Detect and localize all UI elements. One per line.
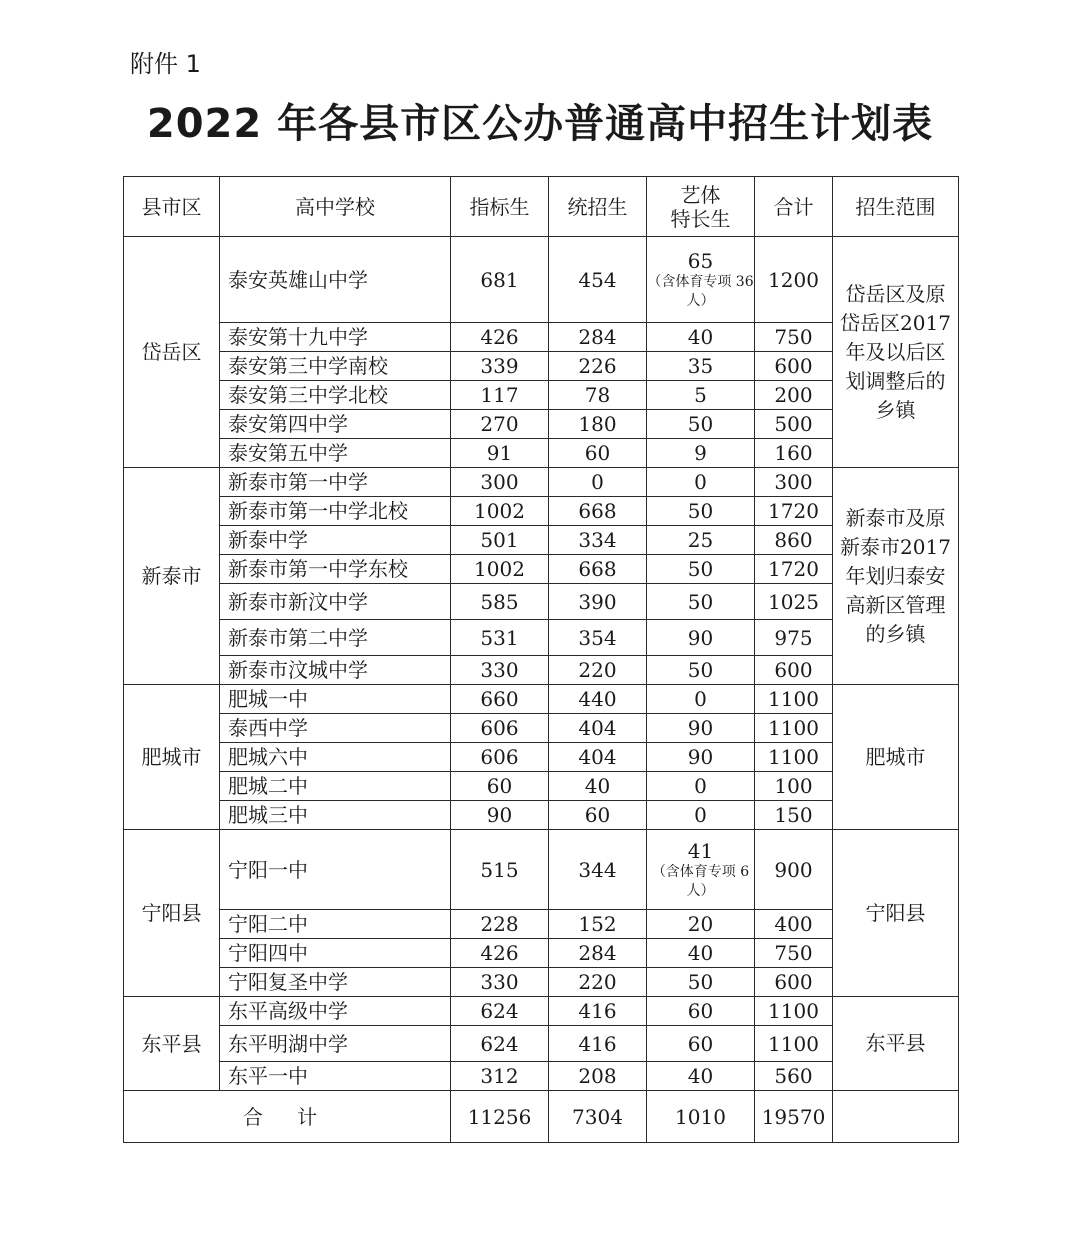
arts-value: 0 <box>694 803 707 827</box>
arts-cell <box>647 1026 755 1062</box>
quota-cell: 606 <box>451 743 549 772</box>
total-cell: 600 <box>755 656 833 685</box>
total-cell: 1025 <box>755 584 833 620</box>
total-cell: 1720 <box>755 497 833 526</box>
arts-value: 60 <box>687 1031 714 1056</box>
arts-value: 25 <box>687 528 714 552</box>
school-name: 新泰中学 <box>220 526 451 555</box>
arts-value: 20 <box>687 912 714 936</box>
header-district: 县市区 <box>124 177 220 237</box>
unified-cell: 354 <box>549 620 647 656</box>
scope-cell: 东平县 <box>833 997 959 1091</box>
school-name: 宁阳四中 <box>220 939 451 968</box>
school-name: 肥城一中 <box>220 685 451 714</box>
total-cell: 1100 <box>755 1026 833 1062</box>
arts-cell <box>647 830 755 910</box>
scope-cell: 新泰市及原新泰市2017 年划归泰安高新区管理的乡镇 <box>833 468 959 685</box>
unified-cell: 668 <box>549 497 647 526</box>
total-cell: 500 <box>755 410 833 439</box>
arts-cell <box>647 743 755 772</box>
total-cell: 750 <box>755 323 833 352</box>
unified-cell: 0 <box>549 468 647 497</box>
grand-total-label-text: 合 计 <box>242 1104 332 1129</box>
school-name: 泰西中学 <box>220 714 451 743</box>
table-body <box>124 237 959 1091</box>
arts-cell <box>647 656 755 685</box>
unified-cell: 208 <box>549 1062 647 1091</box>
arts-value: 60 <box>687 999 714 1023</box>
arts-cell <box>647 526 755 555</box>
arts-value: 50 <box>687 412 714 436</box>
arts-value: 5 <box>694 383 707 407</box>
grand-total-unified: 7304 <box>549 1091 647 1143</box>
school-name: 东平一中 <box>220 1062 451 1091</box>
header-row <box>124 177 959 237</box>
school-name: 泰安第三中学北校 <box>220 381 451 410</box>
school-name: 新泰市第一中学 <box>220 468 451 497</box>
school-name: 新泰市第二中学 <box>220 620 451 656</box>
scope-cell: 宁阳县 <box>833 830 959 997</box>
quota-cell: 1002 <box>451 555 549 584</box>
arts-cell <box>647 968 755 997</box>
scope-cell: 岱岳区及原岱岳区2017 年及以后区划调整后的乡镇 <box>833 237 959 468</box>
unified-cell: 78 <box>549 381 647 410</box>
table-row <box>124 997 959 1026</box>
school-name: 宁阳一中 <box>220 830 451 910</box>
arts-cell <box>647 352 755 381</box>
arts-cell <box>647 468 755 497</box>
arts-value: 90 <box>687 745 714 769</box>
quota-cell: 90 <box>451 801 549 830</box>
arts-cell <box>647 910 755 939</box>
quota-cell: 515 <box>451 830 549 910</box>
total-cell: 1100 <box>755 997 833 1026</box>
arts-cell <box>647 685 755 714</box>
arts-value: 50 <box>687 557 714 581</box>
school-name: 肥城二中 <box>220 772 451 801</box>
school-name: 泰安第四中学 <box>220 410 451 439</box>
grand-total-arts: 1010 <box>647 1091 755 1143</box>
unified-cell: 390 <box>549 584 647 620</box>
unified-cell: 40 <box>549 772 647 801</box>
quota-cell: 312 <box>451 1062 549 1091</box>
arts-value: 65 <box>687 249 714 274</box>
header-total: 合计 <box>755 177 833 237</box>
unified-cell: 220 <box>549 968 647 997</box>
header-school: 高中学校 <box>220 177 451 237</box>
total-cell: 860 <box>755 526 833 555</box>
unified-cell: 334 <box>549 526 647 555</box>
arts-value: 40 <box>687 1064 714 1088</box>
grand-total-label <box>124 1091 451 1143</box>
total-cell: 560 <box>755 1062 833 1091</box>
quota-cell: 228 <box>451 910 549 939</box>
grand-total-quota: 11256 <box>451 1091 549 1143</box>
page-title: 2022 年各县市区公办普通高中招生计划表 <box>146 101 934 147</box>
grand-total-scope <box>833 1091 959 1143</box>
unified-cell: 226 <box>549 352 647 381</box>
total-cell: 160 <box>755 439 833 468</box>
school-name: 泰安第五中学 <box>220 439 451 468</box>
total-cell: 750 <box>755 939 833 968</box>
unified-cell: 344 <box>549 830 647 910</box>
arts-value: 90 <box>687 716 714 740</box>
arts-value: 41 <box>687 839 714 864</box>
school-name: 肥城三中 <box>220 801 451 830</box>
arts-value: 40 <box>687 941 714 965</box>
quota-cell: 60 <box>451 772 549 801</box>
arts-value: 40 <box>687 325 714 349</box>
header-arts-line2: 特长生 <box>670 206 731 231</box>
table-row <box>124 237 959 323</box>
total-cell: 600 <box>755 352 833 381</box>
school-name: 泰安第三中学南校 <box>220 352 451 381</box>
header-scope: 招生范围 <box>833 177 959 237</box>
unified-cell: 60 <box>549 439 647 468</box>
quota-cell: 330 <box>451 656 549 685</box>
arts-cell <box>647 584 755 620</box>
arts-note: （含体育专项 36 人） <box>647 274 754 309</box>
total-cell: 1720 <box>755 555 833 584</box>
school-name: 肥城六中 <box>220 743 451 772</box>
arts-cell <box>647 381 755 410</box>
arts-note: （含体育专项 6 人） <box>651 864 750 899</box>
total-cell: 200 <box>755 381 833 410</box>
total-cell: 1100 <box>755 743 833 772</box>
arts-cell <box>647 410 755 439</box>
unified-cell: 668 <box>549 555 647 584</box>
quota-cell: 624 <box>451 997 549 1026</box>
district-cell: 新泰市 <box>124 468 220 685</box>
table-row <box>124 830 959 910</box>
district-cell: 岱岳区 <box>124 237 220 468</box>
arts-value: 35 <box>687 354 714 378</box>
arts-value: 9 <box>694 441 707 465</box>
arts-value: 50 <box>687 589 714 614</box>
quota-cell: 330 <box>451 968 549 997</box>
unified-cell: 440 <box>549 685 647 714</box>
district-cell: 东平县 <box>124 997 220 1091</box>
grand-total-row <box>124 1091 959 1143</box>
scope-cell: 肥城市 <box>833 685 959 830</box>
unified-cell: 416 <box>549 997 647 1026</box>
school-name: 宁阳复圣中学 <box>220 968 451 997</box>
arts-cell <box>647 497 755 526</box>
grand-total-total: 19570 <box>755 1091 833 1143</box>
school-name: 新泰市第一中学北校 <box>220 497 451 526</box>
arts-cell <box>647 620 755 656</box>
unified-cell: 60 <box>549 801 647 830</box>
arts-value: 50 <box>687 658 714 682</box>
unified-cell: 416 <box>549 1026 647 1062</box>
arts-cell <box>647 801 755 830</box>
school-name: 新泰市汶城中学 <box>220 656 451 685</box>
arts-cell <box>647 439 755 468</box>
unified-cell: 180 <box>549 410 647 439</box>
school-name: 泰安英雄山中学 <box>220 237 451 323</box>
quota-cell: 300 <box>451 468 549 497</box>
total-cell: 600 <box>755 968 833 997</box>
quota-cell: 606 <box>451 714 549 743</box>
quota-cell: 624 <box>451 1026 549 1062</box>
header-arts-line1: 艺体 <box>680 182 721 207</box>
arts-cell <box>647 1062 755 1091</box>
arts-value: 0 <box>694 774 707 798</box>
unified-cell: 404 <box>549 714 647 743</box>
unified-cell: 220 <box>549 656 647 685</box>
attachment-label: 附件 1 <box>130 50 201 78</box>
quota-cell: 426 <box>451 323 549 352</box>
unified-cell: 284 <box>549 939 647 968</box>
quota-cell: 531 <box>451 620 549 656</box>
header-quota: 指标生 <box>451 177 549 237</box>
quota-cell: 270 <box>451 410 549 439</box>
unified-cell: 404 <box>549 743 647 772</box>
total-cell: 1200 <box>755 237 833 323</box>
unified-cell: 152 <box>549 910 647 939</box>
quota-cell: 426 <box>451 939 549 968</box>
enrollment-plan-table <box>123 176 959 1143</box>
quota-cell: 91 <box>451 439 549 468</box>
quota-cell: 117 <box>451 381 549 410</box>
table-row <box>124 685 959 714</box>
arts-cell <box>647 714 755 743</box>
arts-value: 50 <box>687 970 714 994</box>
total-cell: 1100 <box>755 714 833 743</box>
quota-cell: 339 <box>451 352 549 381</box>
header-arts <box>647 177 755 237</box>
total-cell: 300 <box>755 468 833 497</box>
table-row <box>124 468 959 497</box>
quota-cell: 585 <box>451 584 549 620</box>
school-name: 东平高级中学 <box>220 997 451 1026</box>
school-name: 泰安第十九中学 <box>220 323 451 352</box>
total-cell: 100 <box>755 772 833 801</box>
arts-cell <box>647 555 755 584</box>
quota-cell: 1002 <box>451 497 549 526</box>
total-cell: 975 <box>755 620 833 656</box>
arts-cell <box>647 237 755 323</box>
total-cell: 900 <box>755 830 833 910</box>
unified-cell: 284 <box>549 323 647 352</box>
arts-value: 0 <box>694 687 707 711</box>
total-cell: 150 <box>755 801 833 830</box>
quota-cell: 681 <box>451 237 549 323</box>
quota-cell: 501 <box>451 526 549 555</box>
unified-cell: 454 <box>549 237 647 323</box>
school-name: 新泰市第一中学东校 <box>220 555 451 584</box>
arts-cell <box>647 939 755 968</box>
arts-value: 0 <box>694 470 707 494</box>
school-name: 东平明湖中学 <box>220 1026 451 1062</box>
arts-cell <box>647 323 755 352</box>
total-cell: 400 <box>755 910 833 939</box>
school-name: 新泰市新汶中学 <box>220 584 451 620</box>
district-cell: 宁阳县 <box>124 830 220 997</box>
arts-value: 90 <box>687 625 714 650</box>
district-cell: 肥城市 <box>124 685 220 830</box>
arts-value: 50 <box>687 499 714 523</box>
arts-cell <box>647 997 755 1026</box>
arts-cell <box>647 772 755 801</box>
total-cell: 1100 <box>755 685 833 714</box>
school-name: 宁阳二中 <box>220 910 451 939</box>
quota-cell: 660 <box>451 685 549 714</box>
header-unified: 统招生 <box>549 177 647 237</box>
